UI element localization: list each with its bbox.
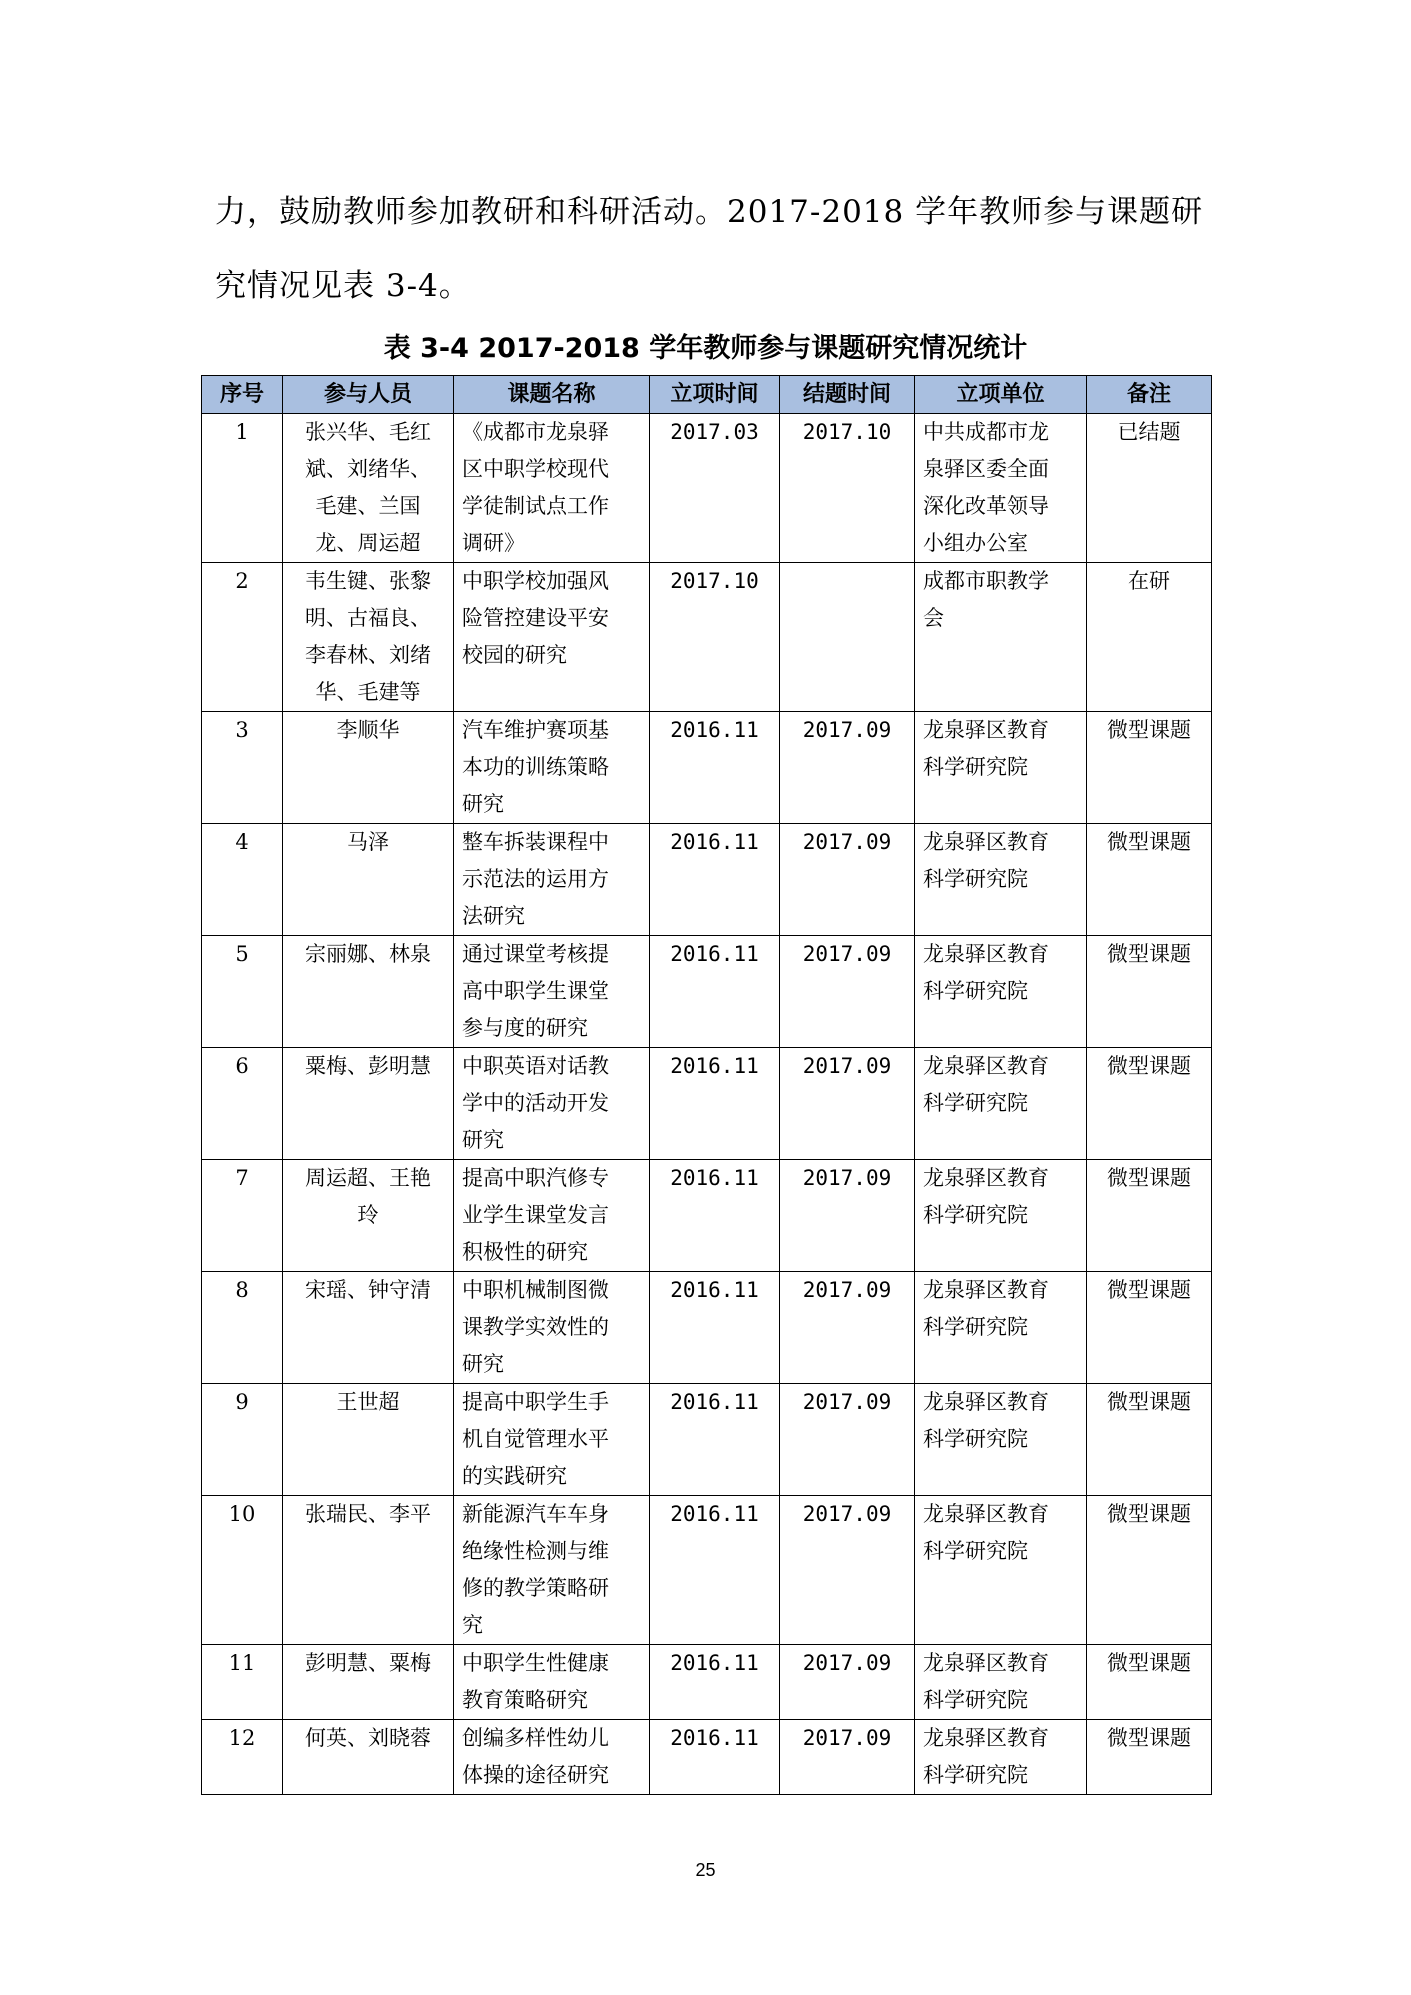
cell-people-line: 宗丽娜、林泉 [305, 942, 431, 966]
cell-title [454, 563, 650, 712]
table-row [202, 1048, 1212, 1160]
cell-num: 12 [202, 1720, 283, 1795]
cell-remark: 微型课题 [1087, 1496, 1212, 1645]
table-body [202, 414, 1212, 1795]
header-start: 立项时间 [650, 376, 780, 414]
cell-end: 2017.09 [780, 1048, 915, 1160]
cell-people-line: 周运超、王艳 [305, 1166, 431, 1190]
cell-title-line: 学徒制试点工作 [462, 494, 609, 518]
cell-end: 2017.09 [780, 936, 915, 1048]
header-end: 结题时间 [780, 376, 915, 414]
cell-start: 2016.11 [650, 712, 780, 824]
cell-num: 2 [202, 563, 283, 712]
cell-people [283, 414, 454, 563]
cell-end [780, 563, 915, 712]
cell-people [283, 1048, 454, 1160]
cell-start: 2016.11 [650, 1720, 780, 1795]
cell-start: 2016.11 [650, 1496, 780, 1645]
cell-start: 2016.11 [650, 1048, 780, 1160]
cell-unit [915, 1645, 1087, 1720]
cell-title-line: 积极性的研究 [462, 1240, 588, 1264]
cell-unit-line: 科学研究院 [923, 979, 1028, 1003]
cell-people-line: 明、古福良、 [305, 606, 431, 630]
body-paragraph-line-2: 究情况见表 3-4。 [215, 268, 471, 304]
body-paragraph-line-1: 力，鼓励教师参加教研和科研活动。2017-2018 学年教师参与课题研 [215, 194, 1204, 230]
table-row [202, 1384, 1212, 1496]
cell-unit [915, 563, 1087, 712]
cell-people [283, 1160, 454, 1272]
cell-unit-line: 科学研究院 [923, 1427, 1028, 1451]
cell-people-line: 玲 [357, 1203, 379, 1227]
cell-title-line: 业学生课堂发言 [462, 1203, 609, 1227]
cell-title-line: 究 [462, 1613, 483, 1637]
cell-num: 7 [202, 1160, 283, 1272]
cell-title-line: 创编多样性幼儿 [462, 1726, 609, 1750]
table-row [202, 936, 1212, 1048]
cell-title-line: 险管控建设平安 [462, 606, 609, 630]
cell-title-line: 中职英语对话教 [462, 1054, 609, 1078]
cell-end: 2017.09 [780, 1160, 915, 1272]
cell-num: 10 [202, 1496, 283, 1645]
cell-start: 2016.11 [650, 1272, 780, 1384]
cell-remark: 微型课题 [1087, 1272, 1212, 1384]
cell-end: 2017.09 [780, 1720, 915, 1795]
cell-unit-line: 科学研究院 [923, 867, 1028, 891]
cell-title-line: 研究 [462, 1128, 504, 1152]
cell-title [454, 1160, 650, 1272]
cell-people [283, 824, 454, 936]
cell-num: 8 [202, 1272, 283, 1384]
cell-unit-line: 科学研究院 [923, 1091, 1028, 1115]
cell-unit-line: 龙泉驿区教育 [923, 1651, 1049, 1675]
cell-title-line: 区中职学校现代 [462, 457, 609, 481]
cell-start: 2016.11 [650, 824, 780, 936]
cell-title [454, 1645, 650, 1720]
cell-unit-line: 科学研究院 [923, 1688, 1028, 1712]
cell-title-line: 提高中职汽修专 [462, 1166, 609, 1190]
cell-title-line: 调研》 [462, 531, 525, 555]
cell-unit [915, 1272, 1087, 1384]
cell-unit [915, 824, 1087, 936]
table-row [202, 414, 1212, 563]
cell-unit-line: 科学研究院 [923, 1539, 1028, 1563]
cell-end: 2017.09 [780, 824, 915, 936]
cell-people [283, 1384, 454, 1496]
cell-title [454, 1496, 650, 1645]
cell-num: 5 [202, 936, 283, 1048]
cell-people [283, 563, 454, 712]
table-row [202, 1160, 1212, 1272]
cell-title [454, 414, 650, 563]
cell-people-line: 马泽 [347, 830, 389, 854]
cell-unit-line: 科学研究院 [923, 1315, 1028, 1339]
cell-title-line: 通过课堂考核提 [462, 942, 609, 966]
cell-title [454, 712, 650, 824]
cell-title-line: 汽车维护赛项基 [462, 718, 609, 742]
cell-title [454, 1048, 650, 1160]
cell-unit-line: 会 [923, 606, 944, 630]
cell-end: 2017.09 [780, 1272, 915, 1384]
cell-start: 2016.11 [650, 936, 780, 1048]
cell-people [283, 1496, 454, 1645]
cell-num: 11 [202, 1645, 283, 1720]
cell-num: 1 [202, 414, 283, 563]
cell-remark: 微型课题 [1087, 824, 1212, 936]
cell-people-line: 王世超 [336, 1390, 400, 1414]
cell-unit [915, 414, 1087, 563]
cell-title [454, 1720, 650, 1795]
cell-unit-line: 龙泉驿区教育 [923, 1726, 1049, 1750]
cell-title-line: 提高中职学生手 [462, 1390, 609, 1414]
cell-people-line: 李顺华 [336, 718, 400, 742]
cell-num: 3 [202, 712, 283, 824]
cell-unit-line: 龙泉驿区教育 [923, 1502, 1049, 1526]
cell-people-line: 宋瑶、钟守清 [305, 1278, 431, 1302]
cell-unit [915, 936, 1087, 1048]
header-people: 参与人员 [283, 376, 454, 414]
cell-title-line: 机自觉管理水平 [462, 1427, 609, 1451]
cell-title [454, 1384, 650, 1496]
cell-end: 2017.09 [780, 1645, 915, 1720]
cell-unit-line: 龙泉驿区教育 [923, 1390, 1049, 1414]
cell-title-line: 高中职学生课堂 [462, 979, 609, 1003]
cell-title-line: 参与度的研究 [462, 1016, 588, 1040]
cell-people-line: 斌、刘绪华、 [305, 457, 431, 481]
cell-title-line: 示范法的运用方 [462, 867, 609, 891]
cell-title-line: 中职学生性健康 [462, 1651, 609, 1675]
cell-remark: 微型课题 [1087, 936, 1212, 1048]
cell-remark: 微型课题 [1087, 1160, 1212, 1272]
cell-unit-line: 深化改革领导 [923, 494, 1049, 518]
table-caption: 表 3-4 2017-2018 学年教师参与课题研究情况统计 [383, 333, 1028, 364]
cell-title-line: 中职机械制图微 [462, 1278, 609, 1302]
cell-end: 2017.10 [780, 414, 915, 563]
cell-title-line: 研究 [462, 1352, 504, 1376]
cell-unit-line: 中共成都市龙 [923, 420, 1049, 444]
cell-start: 2016.11 [650, 1160, 780, 1272]
cell-unit-line: 小组办公室 [923, 531, 1028, 555]
cell-unit-line: 泉驿区委全面 [923, 457, 1049, 481]
cell-people [283, 712, 454, 824]
cell-start: 2017.03 [650, 414, 780, 563]
cell-people-line: 粟梅、彭明慧 [305, 1054, 431, 1078]
cell-unit-line: 成都市职教学 [923, 569, 1049, 593]
cell-unit-line: 科学研究院 [923, 755, 1028, 779]
cell-unit-line: 科学研究院 [923, 1203, 1028, 1227]
cell-unit [915, 712, 1087, 824]
page-number: 25 [695, 1860, 716, 1880]
cell-remark: 微型课题 [1087, 1645, 1212, 1720]
cell-unit-line: 龙泉驿区教育 [923, 1166, 1049, 1190]
cell-title-line: 《成都市龙泉驿 [462, 420, 609, 444]
cell-start: 2017.10 [650, 563, 780, 712]
cell-remark: 微型课题 [1087, 712, 1212, 824]
table-row [202, 1645, 1212, 1720]
cell-people-line: 何英、刘晓蓉 [305, 1726, 431, 1750]
cell-title [454, 936, 650, 1048]
header-title: 课题名称 [454, 376, 650, 414]
cell-title-line: 教育策略研究 [462, 1688, 588, 1712]
table-row [202, 824, 1212, 936]
cell-people [283, 936, 454, 1048]
cell-unit [915, 1496, 1087, 1645]
cell-end: 2017.09 [780, 1496, 915, 1645]
cell-num: 4 [202, 824, 283, 936]
cell-title-line: 中职学校加强风 [462, 569, 609, 593]
cell-remark: 微型课题 [1087, 1720, 1212, 1795]
cell-unit-line: 龙泉驿区教育 [923, 942, 1049, 966]
cell-unit-line: 科学研究院 [923, 1763, 1028, 1787]
cell-end: 2017.09 [780, 1384, 915, 1496]
cell-people-line: 毛建、兰国 [315, 494, 421, 518]
header-num: 序号 [202, 376, 283, 414]
cell-people [283, 1272, 454, 1384]
cell-people-line: 韦生键、张黎 [305, 569, 431, 593]
table-row [202, 563, 1212, 712]
cell-people-line: 彭明慧、粟梅 [305, 1651, 431, 1675]
header-remark: 备注 [1087, 376, 1212, 414]
cell-end: 2017.09 [780, 712, 915, 824]
cell-title [454, 1272, 650, 1384]
cell-start: 2016.11 [650, 1645, 780, 1720]
cell-title-line: 学中的活动开发 [462, 1091, 609, 1115]
cell-unit [915, 1048, 1087, 1160]
table-header-row [202, 376, 1212, 414]
cell-remark: 微型课题 [1087, 1048, 1212, 1160]
cell-title-line: 的实践研究 [462, 1464, 567, 1488]
cell-unit [915, 1384, 1087, 1496]
cell-unit [915, 1720, 1087, 1795]
table-row [202, 1720, 1212, 1795]
cell-remark: 微型课题 [1087, 1384, 1212, 1496]
cell-unit-line: 龙泉驿区教育 [923, 830, 1049, 854]
cell-unit [915, 1160, 1087, 1272]
cell-unit-line: 龙泉驿区教育 [923, 1278, 1049, 1302]
cell-title-line: 新能源汽车车身 [462, 1502, 609, 1526]
cell-title-line: 体操的途径研究 [462, 1763, 609, 1787]
cell-start: 2016.11 [650, 1384, 780, 1496]
cell-people-line: 李春林、刘绪 [305, 643, 431, 667]
cell-title-line: 整车拆装课程中 [462, 830, 609, 854]
cell-people [283, 1720, 454, 1795]
cell-people [283, 1645, 454, 1720]
cell-title [454, 824, 650, 936]
cell-people-line: 张瑞民、李平 [305, 1502, 431, 1526]
table-row [202, 1496, 1212, 1645]
cell-title-line: 研究 [462, 792, 504, 816]
research-projects-table [201, 375, 1212, 1795]
cell-num: 9 [202, 1384, 283, 1496]
cell-title-line: 绝缘性检测与维 [462, 1539, 609, 1563]
cell-remark: 在研 [1087, 563, 1212, 712]
table-row [202, 712, 1212, 824]
cell-title-line: 修的教学策略研 [462, 1576, 609, 1600]
table-row [202, 1272, 1212, 1384]
cell-people-line: 张兴华、毛红 [305, 420, 431, 444]
cell-unit-line: 龙泉驿区教育 [923, 718, 1049, 742]
cell-unit-line: 龙泉驿区教育 [923, 1054, 1049, 1078]
cell-people-line: 龙、周运超 [315, 531, 421, 555]
cell-num: 6 [202, 1048, 283, 1160]
cell-title-line: 法研究 [462, 904, 525, 928]
cell-title-line: 课教学实效性的 [462, 1315, 609, 1339]
cell-title-line: 本功的训练策略 [462, 755, 609, 779]
cell-title-line: 校园的研究 [462, 643, 567, 667]
cell-people-line: 华、毛建等 [315, 680, 421, 704]
cell-remark: 已结题 [1087, 414, 1212, 563]
header-unit: 立项单位 [915, 376, 1087, 414]
